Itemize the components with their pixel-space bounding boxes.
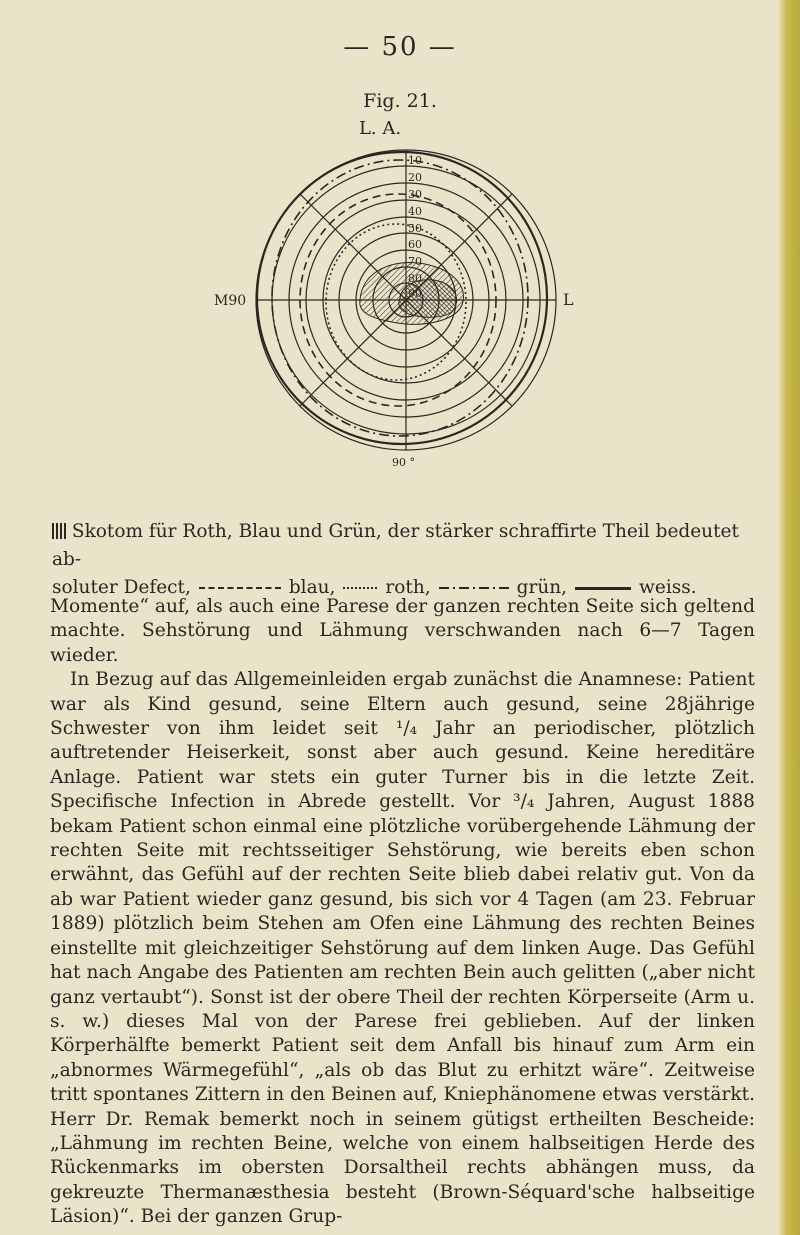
paragraph: In Bezug auf das Allgemeinleiden ergab zunächst die Anamnese: Patient war als Kind gesund, seine Eltern auch gesund, seine 28jährige Schwester von ihm leidet seit ¹/₄ Jahr an periodischer, plötzlich auftretender Heiserkeit, sonst aber auch gesund. Keine hereditäre Anlage. Patient war stets ein guter Turner bis in die letzte Zeit. Specifische Infection in Abrede gestellt. Vor ³/₄ Jahren, August 1888 bekam Patient schon einmal eine plötzliche vorübergehende Lähmung der rechten Seite mit rechtsseitiger Sehstörung, wie bereits eben schon erwähnt, das Gefühl auf der rechten Seite blieb dabei relativ gut. Von da ab war Patient wieder ganz gesund, bis sich vor 4 Tagen (am 23. Februar 1889) plötzlich beim Stehen am Ofen eine Lähmung des rechten Beines einstellte mit gleichzeitiger Sehstörung auf dem linken Auge. Das Gefühl hat nach Angabe des Patienten am rechten Bein auch gelitten („aber nicht ganz vertaubt“). Sonst ist der obere Theil der rechten Körperseite (Arm u. s. w.) dieses Mal von der Parese frei geblieben. Auf der linken Körperhälfte bemerkt Patient seit dem Anfall bis hinauf zum Arm ein „abnormes Wärmegefühl“, „als ob das Blut zu erhitzt wäre“. Zeitweise tritt spontanes Zittern in den Beinen auf, Kniephänomene etwas verstärkt. Herr Dr. Remak bemerkt noch in seinem gütigst ertheilten Bescheide: „Lähmung im rechten Beine, welche von einem halbseitigen Herde des Rückenmarks im obersten Dorsaltheil rechts abhängen muss, da gekreuzte Thermanæsthesia besteht (Brown-Séquard'sche halbseitige Läsion)“. Bei der ganzen Grup- (50, 669, 755, 1228)
hatching-symbol-icon (52, 523, 66, 539)
perimeter-bottom-label: 90 ° (392, 456, 415, 469)
perimeter-left-label: M90 (214, 293, 247, 309)
legend-line-2: soluter Defect, blau, roth, grün, weiss. (52, 577, 697, 598)
paragraph: Momente“ auf, als auch eine Parese der ganzen rechten Seite sich geltend machte. Sehstörung und Lähmung verschwanden nach 6—7 Tagen wieder. (50, 596, 755, 666)
visual-field-chart (0, 0, 800, 520)
body-text (50, 595, 755, 1230)
degree-label: 50 (408, 222, 422, 235)
figure-legend (52, 518, 752, 602)
degree-label: 20 (408, 171, 422, 184)
green-line-style-icon (439, 587, 509, 589)
legend-line-1: Skotom für Roth, Blau und Grün, der stärker schraffirte Theil bedeutet ab- (52, 521, 739, 570)
degree-label: 90 (408, 287, 422, 300)
figure-label: Fig. 21. (363, 90, 437, 112)
degree-label: 10 (408, 154, 422, 167)
degree-label: 60 (408, 238, 422, 251)
degree-label: 80 (408, 272, 422, 285)
page-number: — 50 — (343, 32, 457, 62)
degree-label: 70 (408, 255, 422, 268)
blue-line-style-icon (199, 587, 281, 589)
degree-label: 30 (408, 188, 422, 201)
white-line-style-icon (575, 587, 631, 590)
red-line-style-icon (343, 587, 377, 589)
eye-label: L. A. (358, 118, 402, 139)
perimeter-right-label: L (563, 290, 574, 309)
degree-label: 40 (408, 205, 422, 218)
